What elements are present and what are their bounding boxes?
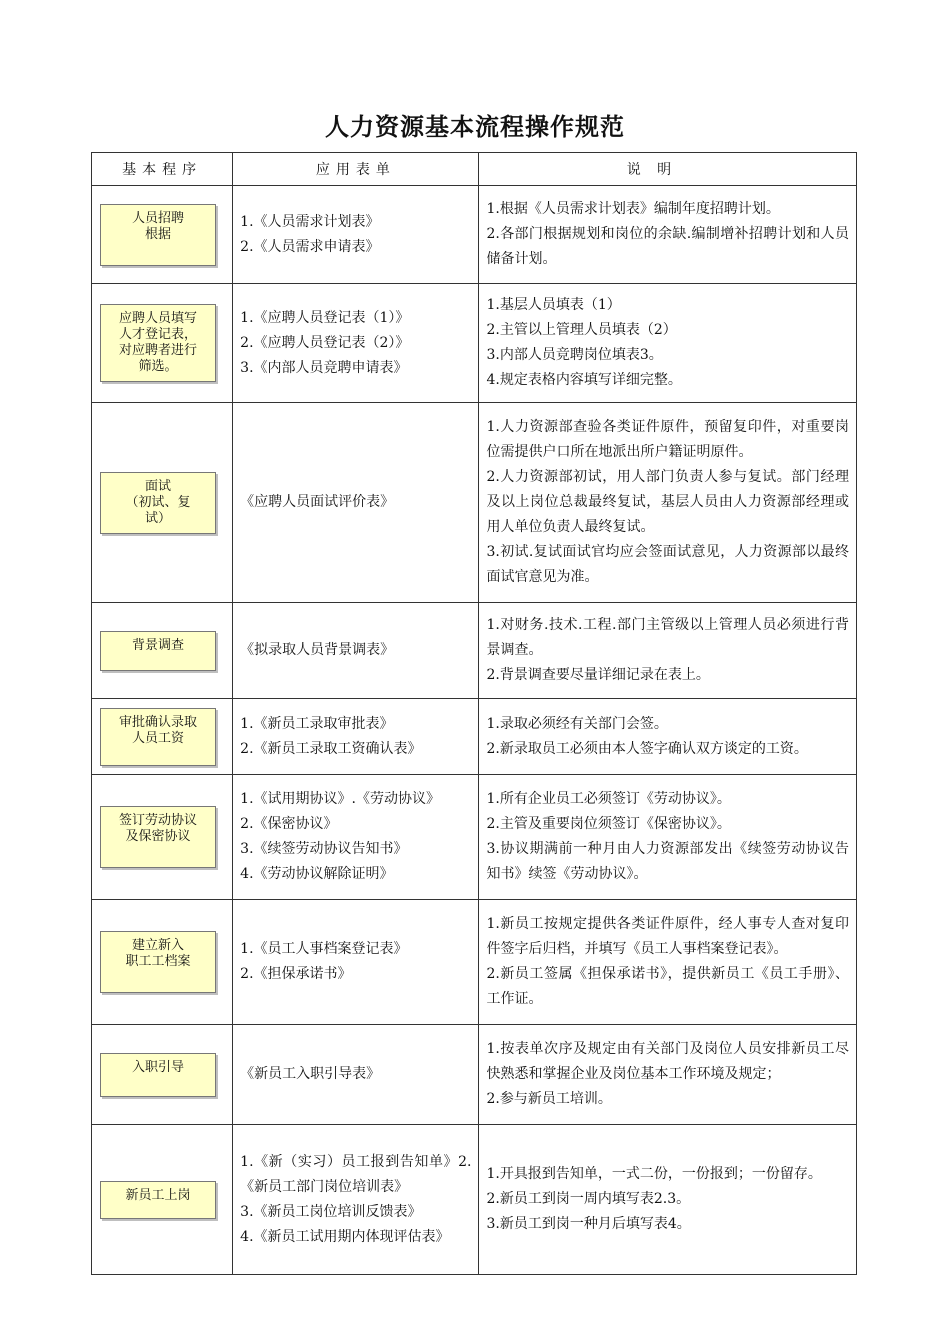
table-header-row [92, 153, 857, 186]
step-label-line: 应聘人员填写 [118, 311, 197, 326]
step-cell [92, 186, 233, 284]
step-box [100, 204, 216, 266]
form-item: 1.《新员工录取审批表》 [240, 715, 394, 732]
desc-item: 1.人力资源部查验各类证件原件，预留复印件，对重要岗位需提供户口所在地派出所户籍证明原件。 [486, 419, 849, 460]
step-label-line: 人员工资 [131, 730, 184, 746]
form-item: 《新员工入职引导表》 [240, 1066, 381, 1082]
step-label-line: 背景调查 [131, 637, 184, 653]
desc-cell [479, 1125, 857, 1275]
step-label-line: （初试、复 [125, 494, 191, 510]
desc-cell [479, 1025, 857, 1125]
step-box [100, 472, 216, 534]
step-cell [92, 900, 233, 1025]
step-label-line: 试） [144, 510, 171, 526]
step-box [100, 1053, 216, 1097]
header-desc [479, 153, 857, 186]
table-row [92, 186, 857, 284]
step-label-line: 面试 [144, 478, 171, 494]
form-item: 3.《新员工岗位培训反馈表》 [240, 1203, 422, 1220]
desc-item: 1.开具报到告知单，一式二份，一份报到；一份留存。 [486, 1166, 822, 1182]
desc-item: 2.参与新员工培训。 [486, 1091, 612, 1107]
forms-cell [233, 699, 479, 775]
step-label-line: 人才登记表， [118, 327, 197, 342]
forms-cell [233, 403, 479, 603]
desc-cell [479, 284, 857, 403]
table-row [92, 900, 857, 1025]
step-box [100, 1181, 216, 1219]
step-cell [92, 699, 233, 775]
form-item: 《拟录取人员背景调表》 [240, 642, 395, 658]
desc-item: 2.人力资源部初试，用人部门负责人参与复试。部门经理及以上岗位总裁最终复试，基层人员由人力资源部经理或用人单位负责人最终复试。 [486, 469, 849, 535]
forms-cell [233, 186, 479, 284]
forms-cell [233, 603, 479, 699]
table-row [92, 699, 857, 775]
desc-cell [479, 403, 857, 603]
form-item: 2.《保密协议》 [240, 816, 338, 832]
step-cell [92, 1125, 233, 1275]
step-cell [92, 1025, 233, 1125]
form-item: 2.《应聘人员登记表（2）》 [240, 334, 410, 351]
desc-item: 2.主管及重要岗位须签订《保密协议》。 [486, 816, 731, 832]
desc-item: 1.新员工按规定提供各类证件原件，经人事专人查对复印件签字后归档，并填写《员工人事档案登记表》。 [486, 916, 849, 957]
step-cell [92, 775, 233, 900]
table-row [92, 284, 857, 403]
desc-item: 4.规定表格内容填写详细完整。 [486, 372, 682, 388]
desc-item: 3.协议期满前一种月由人力资源部发出《续签劳动协议告知书》续签《劳动协议》。 [486, 841, 849, 882]
step-box [100, 631, 216, 671]
step-box [100, 708, 216, 766]
step-label-line: 职工工档案 [125, 954, 191, 969]
step-label-line: 筛选。 [138, 359, 178, 374]
forms-cell [233, 900, 479, 1025]
step-label-line: 人员招聘 [131, 210, 184, 226]
form-item: 3.《内部人员竞聘申请表》 [240, 359, 408, 376]
step-label-line: 签订劳动协议 [118, 813, 197, 828]
desc-item: 2.背景调查要尽量详细记录在表上。 [486, 667, 710, 683]
forms-cell [233, 284, 479, 403]
forms-cell [233, 775, 479, 900]
form-item: 1.《试用期协议》.《劳动协议》 [240, 791, 440, 807]
step-label-line: 新员工上岗 [125, 1187, 191, 1203]
table-row [92, 1125, 857, 1275]
step-label-line: 根据 [144, 226, 171, 242]
desc-item: 2.新录取员工必须由本人签字确认双方谈定的工资。 [486, 740, 808, 757]
step-box [100, 806, 216, 868]
desc-cell [479, 775, 857, 900]
step-cell [92, 284, 233, 403]
step-label-line: 入职引导 [131, 1059, 184, 1075]
form-item: 4.《劳动协议解除证明》 [240, 866, 394, 882]
step-box [100, 304, 216, 382]
desc-item: 2.各部门根据规划和岗位的余缺.编制增补招聘计划和人员储备计划。 [486, 226, 849, 267]
page-title: 人力资源基本流程操作规范 [325, 113, 625, 141]
desc-cell [479, 603, 857, 699]
step-cell [92, 603, 233, 699]
desc-item: 3.初试.复试面试官均应会签面试意见，人力资源部以最终面试官意见为准。 [486, 544, 849, 585]
desc-item: 3.新员工到岗一种月后填写表4。 [486, 1216, 691, 1232]
desc-item: 1.根据《人员需求计划表》编制年度招聘计划。 [486, 201, 780, 217]
table-row [92, 603, 857, 699]
step-label-line: 及保密协议 [125, 829, 191, 844]
form-item: 2.《人员需求申请表》 [240, 238, 380, 255]
step-label-line: 审批确认录取 [118, 714, 197, 730]
step-cell [92, 403, 233, 603]
form-item: 2.《担保承诺书》 [240, 966, 352, 982]
desc-item: 1.按表单次序及规定由有关部门及岗位人员安排新员工尽快熟悉和掌握企业及岗位基本工作环境及规定； [486, 1041, 849, 1082]
table-row [92, 1025, 857, 1125]
header-desc-label: 说 明 [626, 162, 678, 178]
form-item: 1.《应聘人员登记表（1）》 [240, 309, 410, 326]
process-table [91, 152, 857, 1275]
desc-item: 2.新员工签属《担保承诺书》，提供新员工《员工手册》、工作证。 [486, 966, 849, 1007]
form-item: 3.《续签劳动协议告知书》 [240, 841, 408, 857]
desc-item: 1.录取必须经有关部门会签。 [486, 715, 668, 732]
form-item: 《应聘人员面试评价表》 [240, 494, 395, 510]
desc-item: 1.对财务.技术.工程.部门主管级以上管理人员必须进行背景调查。 [486, 617, 849, 658]
desc-item: 2.新员工到岗一周内填写表2.3。 [486, 1191, 691, 1207]
step-label-line: 建立新入 [131, 938, 184, 953]
header-forms: 应用表单 [233, 153, 479, 186]
form-item: 1.《人员需求计划表》 [240, 213, 380, 230]
desc-item: 1.所有企业员工必须签订《劳动协议》。 [486, 791, 731, 807]
header-step: 基本程序 [92, 153, 233, 186]
desc-item: 1.基层人员填表（1） [486, 297, 621, 313]
forms-cell [233, 1125, 479, 1275]
step-label-line: 对应聘者进行 [118, 343, 197, 358]
form-item: 4.《新员工试用期内体现评估表》 [240, 1228, 450, 1245]
table-row [92, 403, 857, 603]
desc-item: 3.内部人员竞聘岗位填表3。 [486, 347, 663, 363]
desc-cell [479, 900, 857, 1025]
desc-cell [479, 699, 857, 775]
form-item: 1.《新（实习）员工报到告知单》2.《新员工部门岗位培训表》 [240, 1153, 472, 1195]
form-item: 2.《新员工录取工资确认表》 [240, 740, 422, 757]
form-item: 1.《员工人事档案登记表》 [240, 941, 408, 957]
step-box [100, 931, 216, 993]
forms-cell [233, 1025, 479, 1125]
desc-cell [479, 186, 857, 284]
table-row [92, 775, 857, 900]
desc-item: 2.主管以上管理人员填表（2） [486, 322, 677, 338]
